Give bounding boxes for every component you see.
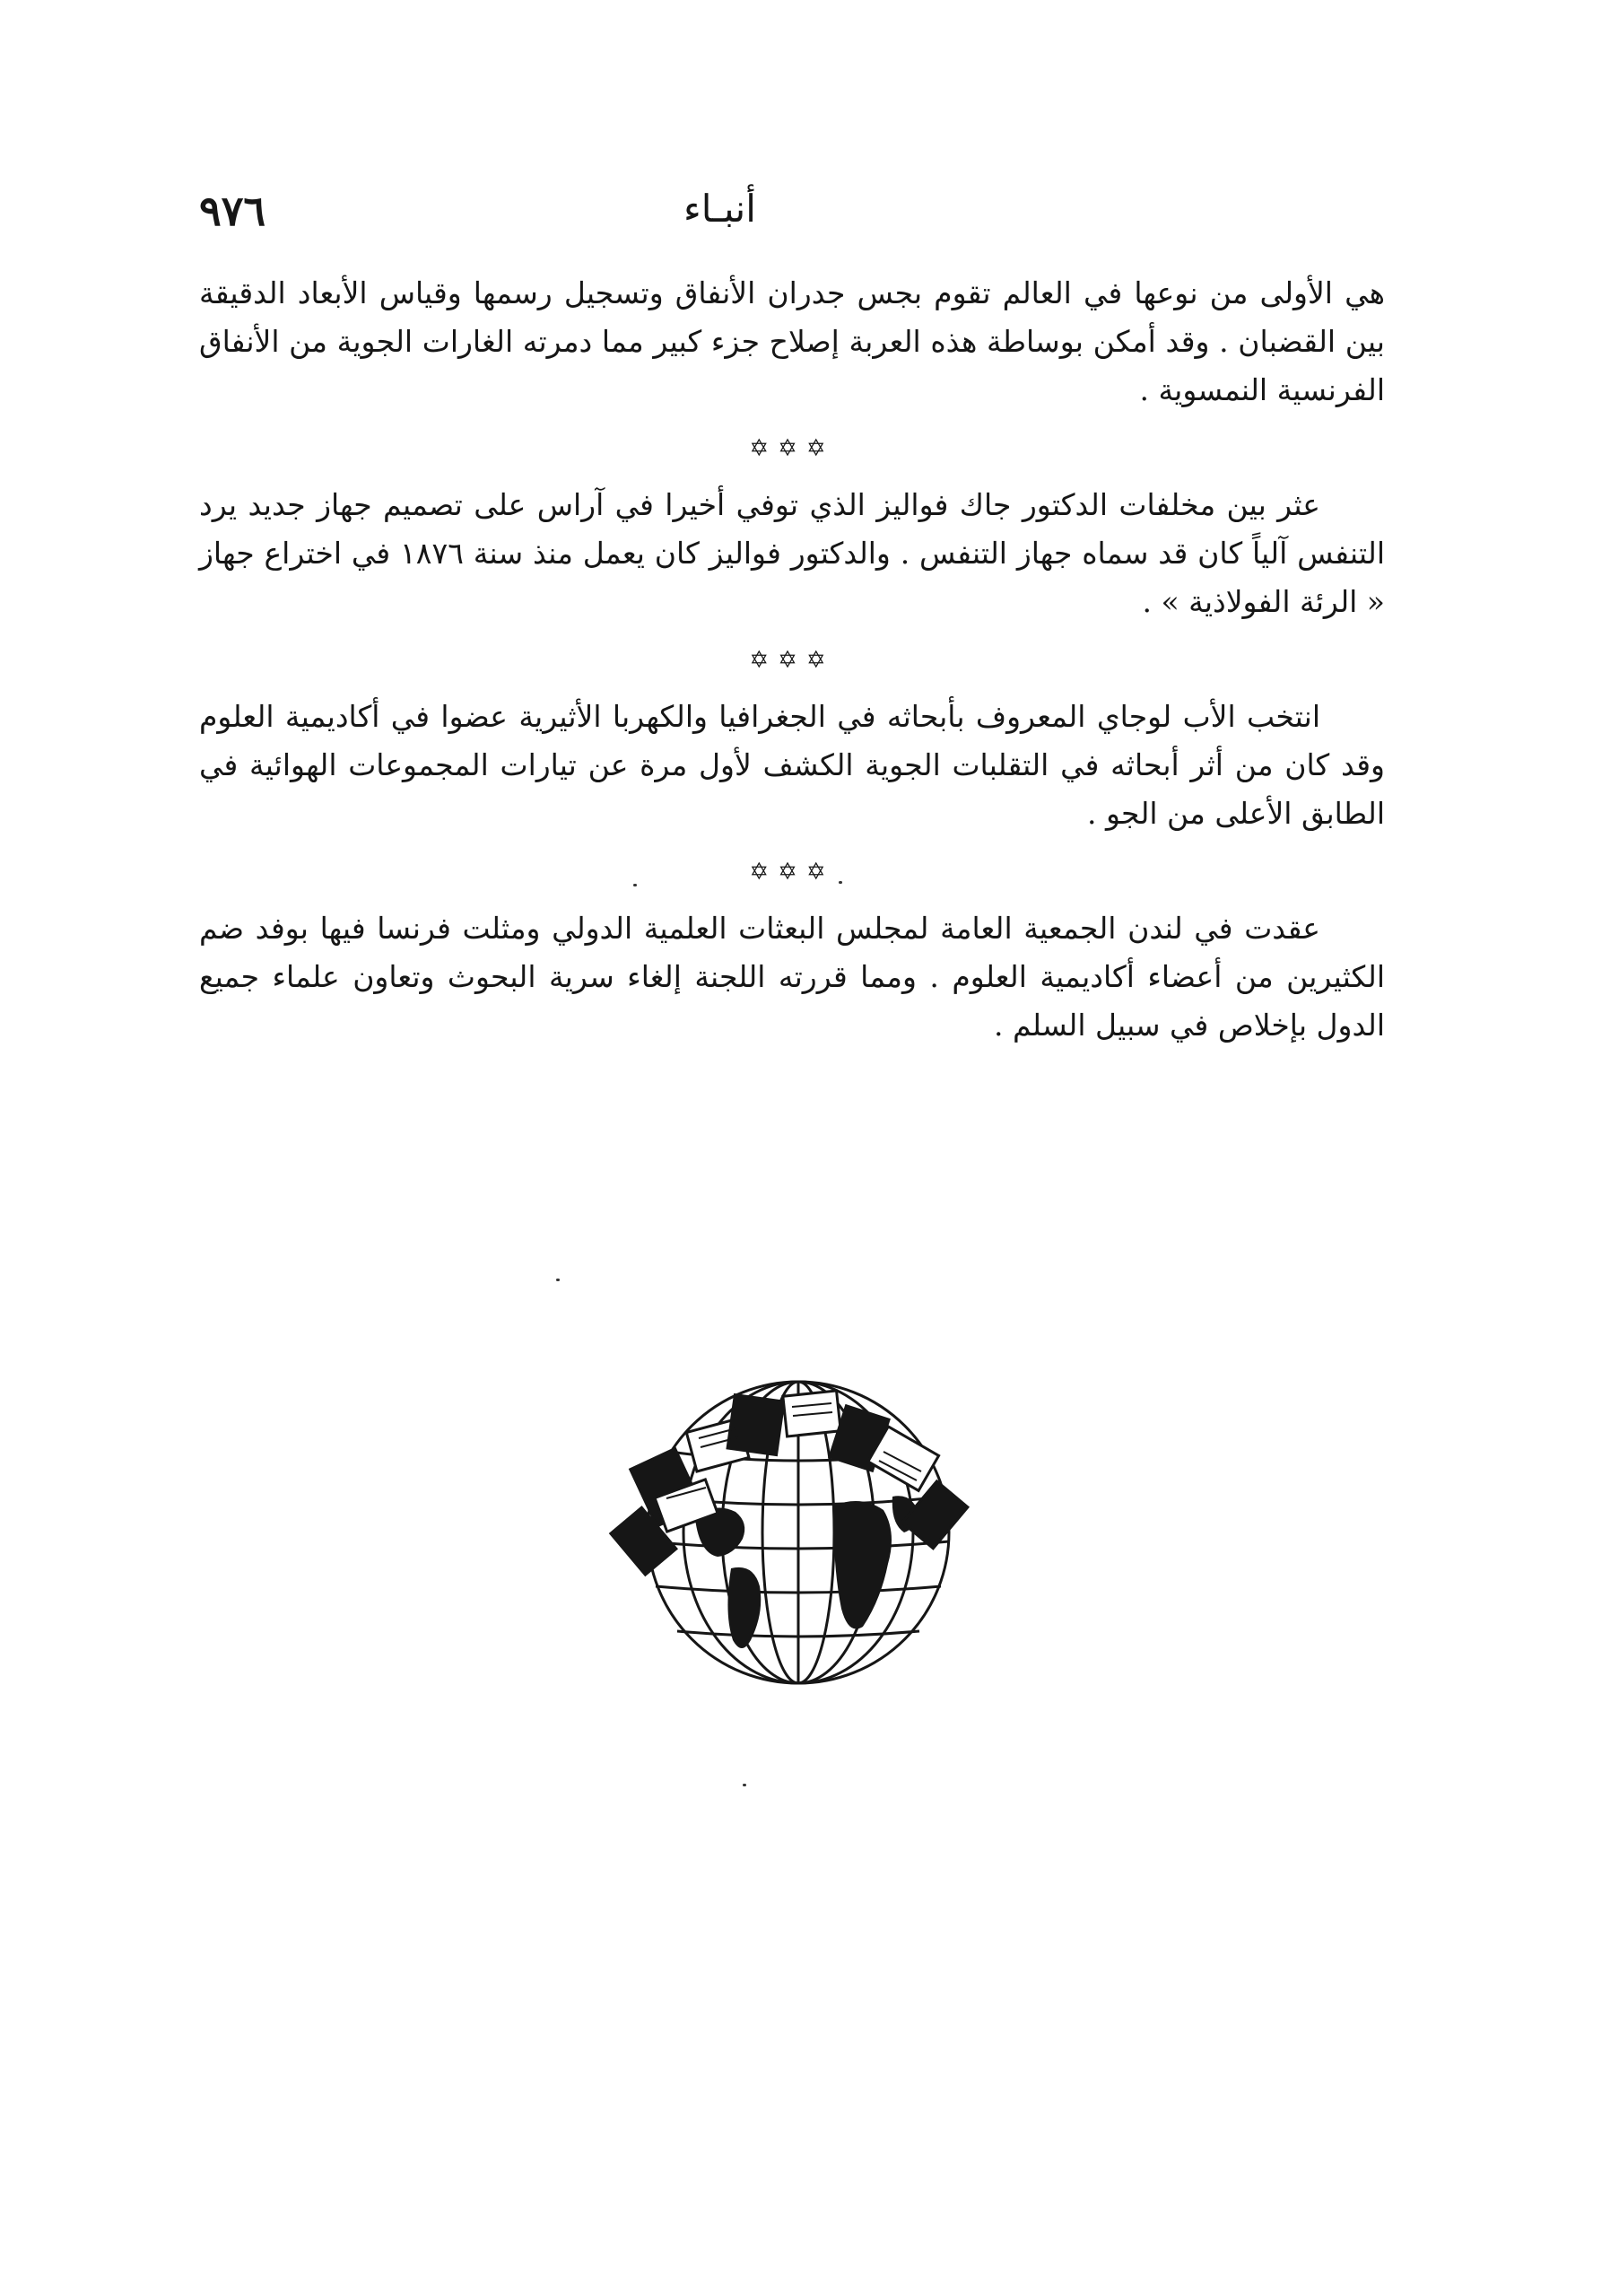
ink-speck — [743, 1784, 746, 1786]
running-title: أنبـاء — [683, 187, 756, 231]
section-separator-3: ✡✡✡ — [749, 859, 835, 886]
section-separator-2: ✡✡✡ — [749, 647, 835, 674]
ink-speck — [633, 884, 637, 886]
news-paragraph-2: عثر بين مخلفات الدكتور جاك فواليز الذي توفي أخيرا في آراس على تصميم جهاز جديد يرد التنفس آلياً كان قد سماه جهاز التنفس . والدكتور فواليز كان يعمل منذ سنة ١٨٧٦ في اختراع جهاز « الرئة الفولاذية » . — [199, 487, 1385, 619]
ink-speck — [556, 1279, 560, 1281]
news-paragraph-4: عقدت في لندن الجمعية العامة لمجلس البعثات العلمية الدولي ومثلت فرنسا فيها بوفد ضم الكثيرين من أعضاء أكاديمية العلوم . ومما قررته اللجنة إلغاء سرية البحوث وتعاون علماء جميع الدول بإخلاص في سبيل السلم . — [199, 911, 1385, 1043]
section-separator-1: ✡✡✡ — [749, 435, 835, 462]
page-number: ٩٧٦ — [199, 187, 266, 235]
news-paragraph-3: انتخب الأب لوجاي المعروف بأبحاثه في الجغرافيا والكهربا الأثيرية عضوا في أكاديمية العلوم وقد كان من أثر أبحاثه في التقلبات الجوية الكشف لأول مرة عن تيارات المجموعات الهوائية في الطابق الأعلى من الجو . — [199, 699, 1385, 831]
ink-speck — [839, 881, 842, 884]
globe-with-books-icon — [605, 1362, 980, 1694]
page-header — [199, 187, 1385, 240]
article-body — [199, 269, 1385, 1050]
news-paragraph-1: هي الأولى من نوعها في العالم تقوم بجس جدران الأنفاق وتسجيل رسمها وقياس الأبعاد الدقيقة بين القضبان . وقد أمكن بوساطة هذه العربة إصلاح جزء كبير مما دمرته الغارات الجوية من الأنفاق الفرنسية النمسوية . — [199, 275, 1385, 407]
